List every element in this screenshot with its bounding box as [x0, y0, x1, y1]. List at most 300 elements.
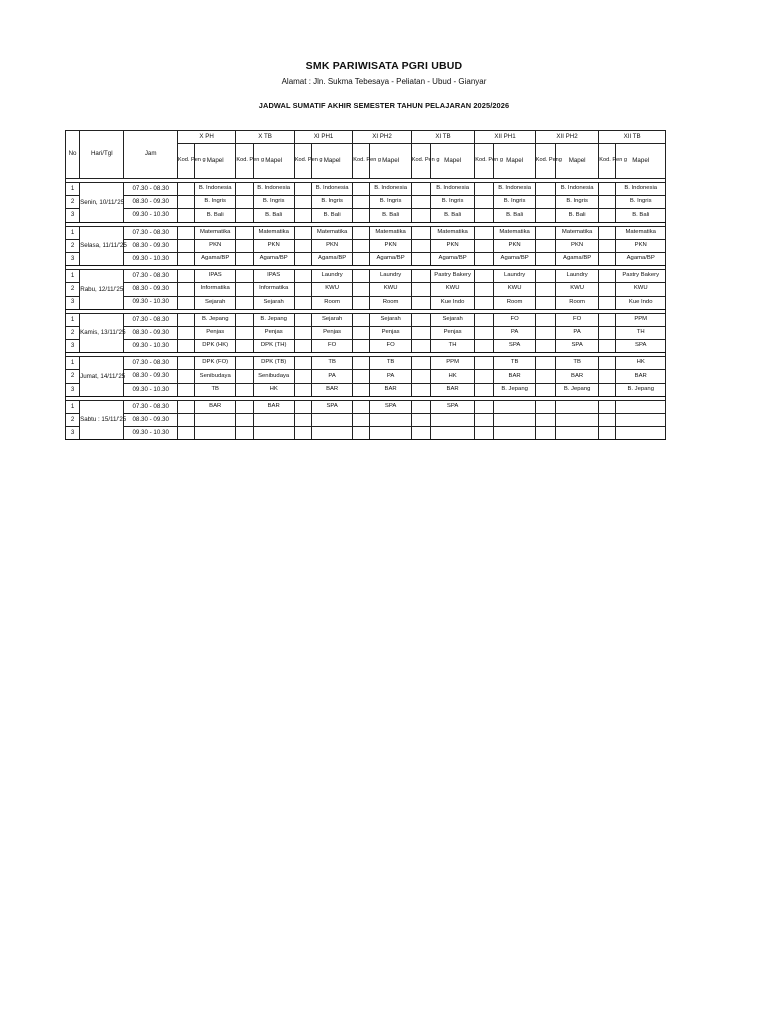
day-date: Jumat, 14/11/'25 — [80, 357, 124, 397]
kod-peng-cell — [236, 183, 253, 196]
document-header — [0, 60, 768, 110]
header-class: XII TB — [599, 131, 666, 144]
table-row — [66, 252, 666, 265]
subject-cell: Pastry Bakery — [430, 270, 474, 283]
kod-peng-cell — [599, 196, 616, 209]
kod-peng-cell — [177, 252, 194, 265]
subject-cell — [311, 427, 352, 440]
session-time: 09.30 - 10.30 — [124, 427, 177, 440]
subject-cell: TB — [555, 357, 598, 370]
header-class: X TB — [236, 131, 294, 144]
subject-cell: Pastry Bakery — [616, 270, 666, 283]
day-date: Sabtu : 15/11/'25 — [80, 400, 124, 440]
kod-peng-cell — [411, 414, 430, 427]
subject-cell: PKN — [253, 239, 294, 252]
subject-cell — [430, 414, 474, 427]
kod-peng-cell — [294, 296, 311, 309]
subject-cell: B. Indonesia — [430, 183, 474, 196]
header-no: No — [66, 131, 80, 179]
table-row — [66, 209, 666, 222]
subject-cell — [616, 414, 666, 427]
kod-peng-cell — [599, 340, 616, 353]
kod-peng-cell — [475, 414, 494, 427]
kod-peng-cell — [535, 383, 555, 396]
kod-peng-cell — [411, 270, 430, 283]
subject-cell: TB — [494, 357, 535, 370]
header-class: XII PH2 — [535, 131, 599, 144]
kod-peng-cell — [177, 400, 194, 413]
kod-peng-cell — [535, 313, 555, 326]
subject-cell: B. Ingris — [195, 196, 236, 209]
kod-peng-cell — [599, 296, 616, 309]
subject-cell: Agama/BP — [253, 252, 294, 265]
subject-cell — [616, 427, 666, 440]
subject-cell: B. Bali — [616, 209, 666, 222]
subject-cell: B. Bali — [494, 209, 535, 222]
kod-peng-cell — [236, 313, 253, 326]
table-row — [66, 357, 666, 370]
subject-cell: Room — [494, 296, 535, 309]
kod-peng-cell — [294, 196, 311, 209]
header-mapel: Mapel — [616, 144, 666, 179]
day-date: Kamis, 13/11/'25 — [80, 313, 124, 353]
header-class: XII PH1 — [475, 131, 536, 144]
subject-cell: Penjas — [253, 326, 294, 339]
header-kod-peng: Kod. Pen g — [411, 144, 430, 179]
kod-peng-cell — [177, 209, 194, 222]
kod-peng-cell — [599, 252, 616, 265]
session-time: 07.30 - 08.30 — [124, 400, 177, 413]
table-row — [66, 270, 666, 283]
subject-cell — [195, 427, 236, 440]
subject-cell: B. Indonesia — [616, 183, 666, 196]
kod-peng-cell — [535, 357, 555, 370]
kod-peng-cell — [353, 283, 370, 296]
subject-cell — [311, 414, 352, 427]
kod-peng-cell — [475, 296, 494, 309]
kod-peng-cell — [535, 326, 555, 339]
kod-peng-cell — [353, 383, 370, 396]
subject-cell: TH — [616, 326, 666, 339]
subject-cell: Senibudaya — [195, 370, 236, 383]
table-row — [66, 340, 666, 353]
subject-cell: KWU — [555, 283, 598, 296]
kod-peng-cell — [411, 239, 430, 252]
subject-cell: B. Bali — [195, 209, 236, 222]
session-number: 1 — [66, 270, 80, 283]
kod-peng-cell — [177, 270, 194, 283]
kod-peng-cell — [177, 196, 194, 209]
kod-peng-cell — [353, 370, 370, 383]
kod-peng-cell — [411, 209, 430, 222]
session-number: 1 — [66, 400, 80, 413]
subject-cell: Matematika — [616, 226, 666, 239]
header-class: X PH — [177, 131, 235, 144]
kod-peng-cell — [177, 383, 194, 396]
kod-peng-cell — [294, 427, 311, 440]
subject-cell: Agama/BP — [494, 252, 535, 265]
schedule-title: JADWAL SUMATIF AKHIR SEMESTER TAHUN PELAJARAN 2025/2026 — [258, 101, 510, 110]
kod-peng-cell — [294, 283, 311, 296]
header-class: XI TB — [411, 131, 475, 144]
kod-peng-cell — [411, 357, 430, 370]
kod-peng-cell — [475, 226, 494, 239]
subject-cell: BAR — [430, 383, 474, 396]
kod-peng-cell — [294, 209, 311, 222]
kod-peng-cell — [411, 400, 430, 413]
kod-peng-cell — [236, 400, 253, 413]
subject-cell: B. Ingris — [494, 196, 535, 209]
session-time: 08.30 - 09.30 — [124, 370, 177, 383]
session-number: 2 — [66, 326, 80, 339]
kod-peng-cell — [353, 252, 370, 265]
kod-peng-cell — [236, 209, 253, 222]
table-row — [66, 196, 666, 209]
session-number: 1 — [66, 357, 80, 370]
subject-cell: DPK (HK) — [195, 340, 236, 353]
subject-cell: PPM — [430, 357, 474, 370]
subject-cell: KWU — [370, 283, 411, 296]
kod-peng-cell — [177, 414, 194, 427]
kod-peng-cell — [599, 357, 616, 370]
subject-cell: Laundry — [555, 270, 598, 283]
header-kod-peng: Kod. Peng — [535, 144, 555, 179]
kod-peng-cell — [294, 414, 311, 427]
subject-cell: Penjas — [370, 326, 411, 339]
subject-cell: B. Indonesia — [370, 183, 411, 196]
kod-peng-cell — [177, 283, 194, 296]
kod-peng-cell — [353, 209, 370, 222]
kod-peng-cell — [353, 357, 370, 370]
kod-peng-cell — [236, 270, 253, 283]
table-row — [66, 414, 666, 427]
subject-cell: HK — [430, 370, 474, 383]
header-mapel: Mapel — [430, 144, 474, 179]
kod-peng-cell — [411, 326, 430, 339]
subject-cell: Laundry — [311, 270, 352, 283]
subject-cell: Matematika — [494, 226, 535, 239]
subject-cell: B. Ingris — [616, 196, 666, 209]
kod-peng-cell — [177, 226, 194, 239]
header-kod-peng: Kod. Pen g — [236, 144, 253, 179]
table-row — [66, 313, 666, 326]
subject-cell: PA — [494, 326, 535, 339]
subject-cell: TB — [311, 357, 352, 370]
subject-cell: Penjas — [311, 326, 352, 339]
subject-cell: Room — [311, 296, 352, 309]
kod-peng-cell — [599, 414, 616, 427]
kod-peng-cell — [475, 370, 494, 383]
subject-cell: Sejarah — [311, 313, 352, 326]
subject-cell — [370, 414, 411, 427]
subject-cell: KWU — [494, 283, 535, 296]
kod-peng-cell — [475, 239, 494, 252]
subject-cell: PKN — [616, 239, 666, 252]
subject-cell: FO — [311, 340, 352, 353]
kod-peng-cell — [599, 226, 616, 239]
subject-cell — [555, 400, 598, 413]
kod-peng-cell — [236, 326, 253, 339]
subject-cell: Agama/BP — [616, 252, 666, 265]
session-number: 2 — [66, 239, 80, 252]
session-time: 07.30 - 08.30 — [124, 226, 177, 239]
kod-peng-cell — [236, 196, 253, 209]
kod-peng-cell — [599, 283, 616, 296]
kod-peng-cell — [353, 313, 370, 326]
subject-cell: B. Bali — [311, 209, 352, 222]
kod-peng-cell — [236, 226, 253, 239]
kod-peng-cell — [599, 209, 616, 222]
session-time: 09.30 - 10.30 — [124, 252, 177, 265]
subject-cell: PA — [370, 370, 411, 383]
subject-cell: KWU — [311, 283, 352, 296]
subject-cell: TB — [370, 357, 411, 370]
subject-cell: PKN — [311, 239, 352, 252]
subject-cell: B. Ingris — [311, 196, 352, 209]
kod-peng-cell — [599, 270, 616, 283]
kod-peng-cell — [475, 400, 494, 413]
kod-peng-cell — [475, 183, 494, 196]
kod-peng-cell — [236, 370, 253, 383]
subject-cell: B. Jepang — [616, 383, 666, 396]
subject-cell: Informatika — [253, 283, 294, 296]
kod-peng-cell — [599, 383, 616, 396]
kod-peng-cell — [411, 283, 430, 296]
day-date: Rabu, 12/11/'25 — [80, 270, 124, 310]
kod-peng-cell — [236, 296, 253, 309]
kod-peng-cell — [535, 370, 555, 383]
subject-cell: Agama/BP — [311, 252, 352, 265]
subject-cell: B. Indonesia — [311, 183, 352, 196]
subject-cell: B. Bali — [370, 209, 411, 222]
subject-cell: Matematika — [555, 226, 598, 239]
subject-cell: Matematika — [430, 226, 474, 239]
kod-peng-cell — [535, 400, 555, 413]
subject-cell: Agama/BP — [370, 252, 411, 265]
subject-cell: HK — [616, 357, 666, 370]
kod-peng-cell — [353, 239, 370, 252]
kod-peng-cell — [535, 239, 555, 252]
subject-cell — [195, 414, 236, 427]
subject-cell: Sejarah — [370, 313, 411, 326]
kod-peng-cell — [475, 270, 494, 283]
subject-cell: BAR — [311, 383, 352, 396]
kod-peng-cell — [535, 340, 555, 353]
subject-cell: PKN — [370, 239, 411, 252]
kod-peng-cell — [353, 196, 370, 209]
day-date: Senin, 10/11/'25 — [80, 183, 124, 223]
subject-cell: Penjas — [430, 326, 474, 339]
subject-cell: BAR — [494, 370, 535, 383]
header-time: Jam — [124, 131, 177, 179]
kod-peng-cell — [294, 326, 311, 339]
session-time: 08.30 - 09.30 — [124, 326, 177, 339]
school-address: Alamat : Jln. Sukma Tebesaya - Peliatan - Ubud - Gianyar — [281, 77, 487, 86]
subject-cell: PKN — [195, 239, 236, 252]
kod-peng-cell — [411, 252, 430, 265]
session-time: 07.30 - 08.30 — [124, 313, 177, 326]
kod-peng-cell — [535, 414, 555, 427]
kod-peng-cell — [353, 270, 370, 283]
kod-peng-cell — [177, 239, 194, 252]
session-time: 08.30 - 09.30 — [124, 414, 177, 427]
kod-peng-cell — [353, 183, 370, 196]
session-time: 09.30 - 10.30 — [124, 340, 177, 353]
kod-peng-cell — [599, 370, 616, 383]
kod-peng-cell — [599, 183, 616, 196]
kod-peng-cell — [177, 340, 194, 353]
session-number: 3 — [66, 296, 80, 309]
session-number: 1 — [66, 313, 80, 326]
subject-cell: Informatika — [195, 283, 236, 296]
subject-cell — [494, 400, 535, 413]
session-time: 08.30 - 09.30 — [124, 196, 177, 209]
kod-peng-cell — [236, 357, 253, 370]
subject-cell: BAR — [253, 400, 294, 413]
kod-peng-cell — [535, 270, 555, 283]
subject-cell: B. Bali — [555, 209, 598, 222]
subject-cell — [494, 414, 535, 427]
subject-cell: KWU — [430, 283, 474, 296]
subject-cell — [616, 400, 666, 413]
kod-peng-cell — [599, 427, 616, 440]
subject-cell: TB — [195, 383, 236, 396]
subject-cell: Sejarah — [430, 313, 474, 326]
kod-peng-cell — [353, 427, 370, 440]
subject-cell: B. Indonesia — [555, 183, 598, 196]
kod-peng-cell — [411, 183, 430, 196]
table-row — [66, 239, 666, 252]
session-time: 09.30 - 10.30 — [124, 383, 177, 396]
subject-cell: PKN — [494, 239, 535, 252]
kod-peng-cell — [599, 313, 616, 326]
table-row — [66, 283, 666, 296]
table-row — [66, 383, 666, 396]
session-time: 09.30 - 10.30 — [124, 209, 177, 222]
kod-peng-cell — [294, 270, 311, 283]
header-class: XI PH1 — [294, 131, 352, 144]
subject-cell: Matematika — [370, 226, 411, 239]
kod-peng-cell — [177, 326, 194, 339]
subject-cell: BAR — [616, 370, 666, 383]
subject-cell: SPA — [430, 400, 474, 413]
kod-peng-cell — [535, 226, 555, 239]
subject-cell: B. Indonesia — [253, 183, 294, 196]
kod-peng-cell — [535, 252, 555, 265]
kod-peng-cell — [475, 357, 494, 370]
kod-peng-cell — [535, 283, 555, 296]
subject-cell: DPK (FO) — [195, 357, 236, 370]
table-row — [66, 226, 666, 239]
kod-peng-cell — [236, 414, 253, 427]
table-row — [66, 427, 666, 440]
session-time: 07.30 - 08.30 — [124, 270, 177, 283]
kod-peng-cell — [411, 427, 430, 440]
kod-peng-cell — [411, 226, 430, 239]
exam-schedule-table — [65, 130, 666, 440]
subject-cell: Senibudaya — [253, 370, 294, 383]
subject-cell: SPA — [616, 340, 666, 353]
subject-cell: B. Bali — [430, 209, 474, 222]
kod-peng-cell — [353, 340, 370, 353]
kod-peng-cell — [353, 414, 370, 427]
table-row — [66, 296, 666, 309]
subject-cell: Laundry — [494, 270, 535, 283]
subject-cell: Laundry — [370, 270, 411, 283]
session-number: 1 — [66, 226, 80, 239]
subject-cell: IPAS — [195, 270, 236, 283]
session-number: 3 — [66, 209, 80, 222]
kod-peng-cell — [353, 296, 370, 309]
subject-cell — [494, 427, 535, 440]
kod-peng-cell — [294, 226, 311, 239]
kod-peng-cell — [411, 370, 430, 383]
subject-cell: DPK (TH) — [253, 340, 294, 353]
kod-peng-cell — [236, 283, 253, 296]
subject-cell: Matematika — [195, 226, 236, 239]
subject-cell: FO — [555, 313, 598, 326]
subject-cell — [430, 427, 474, 440]
subject-cell: Agama/BP — [195, 252, 236, 265]
subject-cell: Room — [555, 296, 598, 309]
kod-peng-cell — [475, 283, 494, 296]
subject-cell: SPA — [311, 400, 352, 413]
subject-cell: B. Ingris — [370, 196, 411, 209]
kod-peng-cell — [475, 313, 494, 326]
session-number: 3 — [66, 252, 80, 265]
subject-cell: BAR — [195, 400, 236, 413]
subject-cell — [370, 427, 411, 440]
kod-peng-cell — [294, 252, 311, 265]
subject-cell: Kue Indo — [616, 296, 666, 309]
session-time: 09.30 - 10.30 — [124, 296, 177, 309]
kod-peng-cell — [475, 196, 494, 209]
kod-peng-cell — [411, 196, 430, 209]
kod-peng-cell — [535, 183, 555, 196]
day-date: Selasa, 11/11/'25 — [80, 226, 124, 266]
session-number: 2 — [66, 283, 80, 296]
subject-cell: Agama/BP — [555, 252, 598, 265]
subject-cell: SPA — [494, 340, 535, 353]
session-number: 1 — [66, 183, 80, 196]
subject-cell: Penjas — [195, 326, 236, 339]
subject-cell: B. Ingris — [253, 196, 294, 209]
session-number: 3 — [66, 427, 80, 440]
kod-peng-cell — [411, 313, 430, 326]
session-number: 3 — [66, 383, 80, 396]
header-mapel: Mapel — [370, 144, 411, 179]
kod-peng-cell — [535, 296, 555, 309]
table-row — [66, 370, 666, 383]
table-row — [66, 326, 666, 339]
table-row — [66, 183, 666, 196]
session-time: 08.30 - 09.30 — [124, 239, 177, 252]
subject-cell: BAR — [555, 370, 598, 383]
subject-cell: B. Jepang — [195, 313, 236, 326]
subject-cell: IPAS — [253, 270, 294, 283]
subject-cell: SPA — [370, 400, 411, 413]
session-number: 2 — [66, 414, 80, 427]
subject-cell: Agama/BP — [430, 252, 474, 265]
kod-peng-cell — [294, 239, 311, 252]
kod-peng-cell — [475, 340, 494, 353]
kod-peng-cell — [599, 400, 616, 413]
subject-cell: BAR — [370, 383, 411, 396]
kod-peng-cell — [294, 340, 311, 353]
session-time: 07.30 - 08.30 — [124, 357, 177, 370]
session-number: 2 — [66, 370, 80, 383]
subject-cell — [555, 427, 598, 440]
